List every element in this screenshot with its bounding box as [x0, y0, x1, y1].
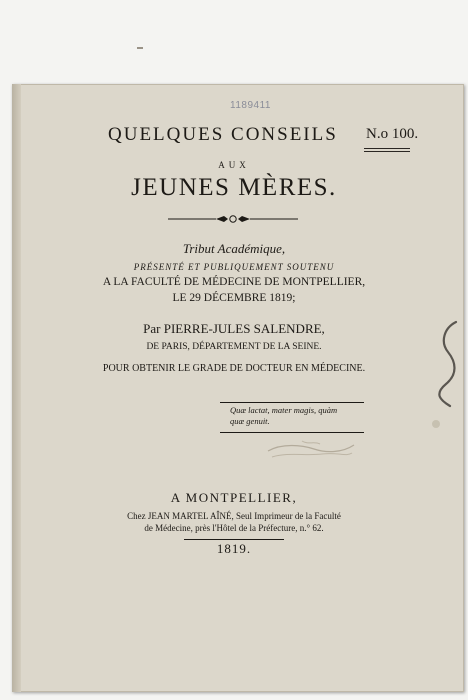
printer-line-2: de Médecine, près l'Hôtel de la Préfecture, n.° 62.: [144, 523, 324, 533]
origin-line: DE PARIS, DÉPARTEMENT DE LA SEINE.: [146, 342, 322, 352]
epigraph-line-2: quæ genuit.: [230, 416, 270, 426]
ornament-divider-icon: [168, 213, 298, 225]
paper-stain: [432, 420, 440, 428]
publication-city: A MONTPELLIER,: [170, 490, 298, 505]
item-number: N.o 100.: [366, 126, 419, 142]
title-connector: AUX: [218, 160, 250, 170]
epigraph: [230, 405, 364, 427]
title-line-1: QUELQUES CONSEILS: [108, 124, 338, 145]
margin-ink-mark-icon: [434, 318, 462, 408]
publication-year: 1819.: [216, 541, 252, 556]
title-line-2: JEUNES MÈRES.: [131, 174, 337, 201]
author-line: Par PIERRE-JULES SALENDRE,: [143, 321, 325, 336]
faculty-line: A LA FACULTÉ DE MÉDECINE DE MONTPELLIER,: [102, 276, 366, 288]
subtitle: Tribut Académique,: [182, 241, 286, 256]
number-underline: [364, 148, 410, 152]
paper-mark: [137, 47, 143, 49]
epigraph-rule-bottom: [220, 432, 364, 433]
presented-line: PRÉSENTÉ ET PUBLIQUEMENT SOUTENU: [133, 262, 335, 272]
epigraph-line-1: Quæ lactat, mater magis, quàm: [230, 405, 338, 415]
library-stamp-icon: [262, 435, 360, 465]
date-line: LE 29 DÉCEMBRE 1819;: [172, 292, 296, 304]
degree-line: POUR OBTENIR LE GRADE DE DOCTEUR EN MÉDECINE.: [102, 363, 366, 374]
epigraph-rule-top: [220, 402, 364, 403]
pencil-inventory-note: 1189411: [230, 100, 271, 111]
printer-line-1: Chez JEAN MARTEL AÎNÉ, Seul Imprimeur de la Faculté: [127, 511, 341, 521]
year-rule: [184, 539, 284, 540]
